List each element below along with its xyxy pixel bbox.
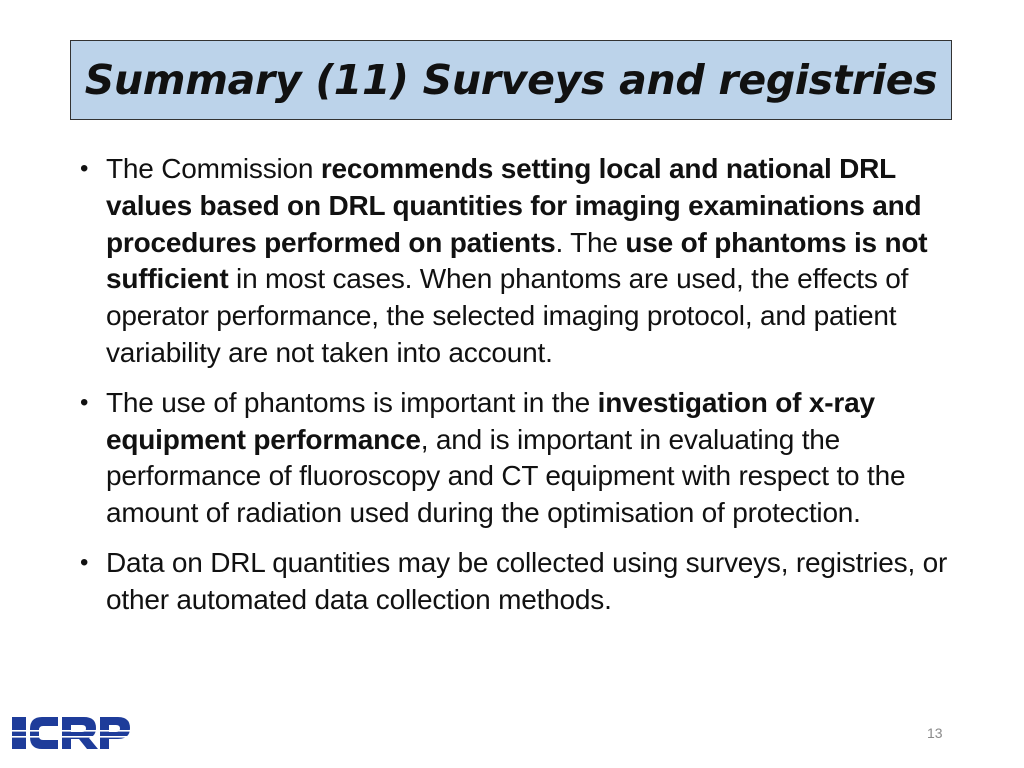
bullet-text-segment: The Commission [106, 153, 321, 184]
bullet-icon: • [80, 548, 89, 576]
bullet-text-segment-bold: investigation of x-ray equipment performance [106, 386, 875, 455]
icrp-logo [12, 715, 130, 751]
title-box [70, 40, 952, 120]
bullet-text-segment: , and is important in evaluating the performance of fluoroscopy and CT equipment with respect to the amount of radiation used during the optimisation of protection. [106, 423, 906, 529]
bullet-text-segment: in most cases. When phantoms are used, the effects of operator performance, the selected imaging protocol, and patient variability are not taken into account. [106, 263, 909, 368]
slide-title: Summary (11) Surveys and registries [84, 56, 938, 104]
bullet-item [80, 545, 950, 619]
bullet-text-segment: . The [555, 226, 626, 258]
bullet-item [80, 151, 950, 372]
bullet-text-segment-bold: use of phantoms is not sufficient [106, 226, 928, 295]
bullet-icon: • [80, 155, 89, 182]
bullet-text-segment-bold: recommends setting local and national DRL values based on DRL quantities for imaging examinations and procedures performed on patients [106, 153, 922, 258]
bullet-icon: • [80, 388, 89, 416]
bullet-item [80, 385, 950, 532]
bullet-text-segment: The use of phantoms is important in the [106, 386, 598, 418]
bullet-list [80, 151, 950, 632]
bullet-text-segment: Data on DRL quantities may be collected using surveys, registries, or other automated data collection methods. [106, 546, 948, 615]
page-number: 13 [927, 725, 943, 741]
